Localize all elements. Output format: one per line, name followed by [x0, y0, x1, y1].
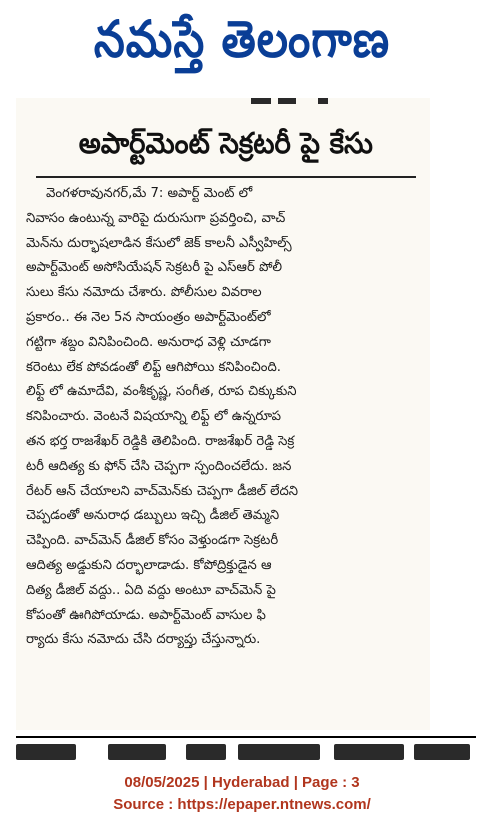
article-line: దిత్య డీజిల్ వద్దు.. ఏది వద్దు అంటూ వాచ్‌మెన్ పై [26, 582, 276, 598]
footer-source-link[interactable]: Source : https://epaper.ntnews.com/ [113, 796, 371, 813]
article-line: సులు కేసు నమోదు చేశారు. పోలీసుల వివరాల [26, 285, 262, 301]
article-headline [36, 118, 416, 178]
article-line: కరెంటు లేక పోవడంతో లిఫ్ట్ ఆగిపోయి కనిపించింది. [26, 359, 281, 375]
article-body [26, 182, 420, 653]
article-line: వెంగళరావునగర్,మే 7: అపార్ట్ మెంట్ లో [46, 186, 253, 201]
article-line: నివాసం ఉంటున్న వారిపై దురుసుగా ప్రవర్తించి, వాచ్ [26, 210, 286, 226]
masthead-logo-text: నమస్తే తెలంగాణ [93, 10, 391, 69]
headline-text: అపార్ట్‌మెంట్ సెక్రటరీ పై కేసు [78, 126, 374, 160]
article-line: చెప్పడంతో అనురాధ డబ్బులు ఇచ్చి డీజిల్ తెమ్మని [26, 508, 280, 524]
article-line: ర్యాదు కేసు నమోదు చేసి దర్యాప్తు చేస్తున్నారు. [26, 632, 261, 648]
article-line: ఆదిత్య అడ్డుకుని దర్భాలాడాడు. కోపోద్రిక్తుడైన ఆ [26, 557, 272, 573]
footer-date-location-page: 08/05/2025 | Hyderabad | Page : 3 [124, 774, 360, 791]
source-footer [0, 772, 484, 816]
fragment-mark [238, 744, 320, 760]
cropped-text-fragment [16, 98, 430, 112]
article-line: అపార్ట్‌మెంట్ అసోసియేషన్ సెక్రటరీ పై ఎస్ఆర్ పోలీ [26, 260, 283, 276]
article-line: ప్రకారం.. ఈ నెల 5న సాయంత్రం అపార్ట్‌మెంట్‌లో [26, 309, 271, 325]
article-line: కోపంతో ఊగిపోయాడు. అపార్ట్‌మెంట్ వాసుల ఫి [26, 607, 266, 623]
article-line: టరీ ఆదిత్య కు ఫోన్ చేసి చెప్పగా స్పందించలేదు. జన [26, 458, 292, 474]
fragment-mark [108, 744, 166, 760]
article-clipping [16, 98, 430, 730]
fragment-mark [16, 744, 76, 760]
article-line: గట్టిగా శబ్దం వినిపించింది. అనురాధ వెళ్లి చూడగా [26, 334, 271, 350]
fragment-mark [186, 744, 226, 760]
article-line: మెన్‌ను దుర్భాషలాడిన కేసులో జెక్ కాలనీ ఎస్వీహిల్స్ [26, 235, 292, 251]
next-article-fragment [16, 736, 476, 760]
article-line: రేటర్ ఆన్ చేయాలని వాచ్‌మెన్‌కు చెప్పగా డీజిల్ లేదని [26, 483, 299, 499]
fragment-mark [251, 98, 271, 104]
article-line: కనిపించారు. వెంటనే విషయాన్ని లిఫ్ట్ లో ఉన్నరూప [26, 409, 282, 425]
fragment-mark [414, 744, 470, 760]
fragment-mark [334, 744, 404, 760]
article-line: తన భర్త రాజశేఖర్ రెడ్డికి తెలిపింది. రాజశేఖర్ రెడ్డి సెక్ర [26, 433, 295, 449]
article-line: చెప్పింది. వాచ్‌మెన్ డీజిల్ కోసం వెళ్తుండగా సెక్రటరీ [26, 533, 279, 549]
newspaper-masthead [0, 0, 484, 92]
fragment-mark [278, 98, 296, 104]
article-line: లిఫ్ట్ లో ఉమాదేవి, వంశీకృష్ణ, సంగీత, రూప చిక్కుకుని [26, 384, 297, 400]
fragment-mark [318, 98, 328, 104]
